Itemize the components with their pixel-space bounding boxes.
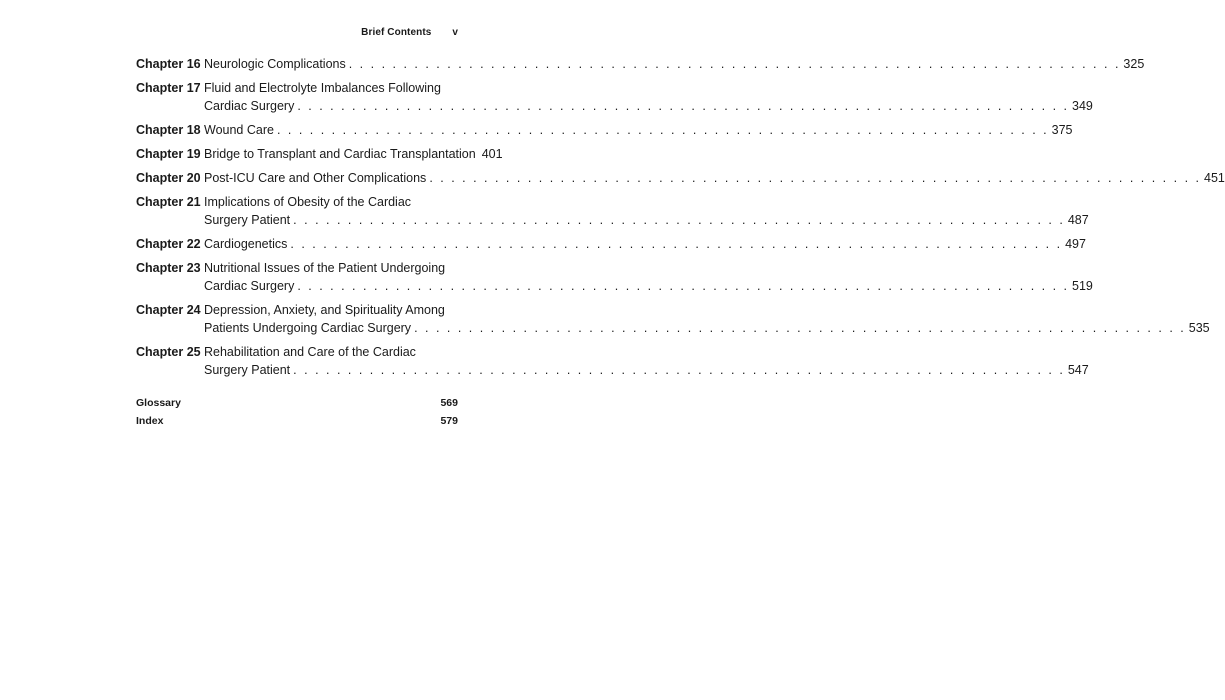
page-reference: 497 <box>1065 237 1086 251</box>
table-of-contents <box>136 55 1225 385</box>
dot-leader <box>277 121 1049 139</box>
chapter-label: Chapter 24 <box>136 303 201 317</box>
chapter-title-leader-line <box>204 55 1145 73</box>
chapter-title-block <box>204 169 1225 187</box>
dot-leader <box>297 97 1069 115</box>
dot-leader <box>293 361 1065 379</box>
chapter-label: Chapter 17 <box>136 81 201 95</box>
chapter-title-line: Implications of Obesity of the Cardiac <box>204 195 412 209</box>
running-head <box>361 27 458 38</box>
chapter-label: Chapter 19 <box>136 147 201 161</box>
chapter-title-leader-line <box>204 211 1089 229</box>
chapter-title-line: Surgery Patient <box>204 363 291 377</box>
back-matter-label: Glossary <box>136 397 181 409</box>
chapter-title-line: Neurologic Complications <box>204 57 346 71</box>
chapter-title-leader-line <box>204 277 1093 295</box>
chapter-title-line: Post-ICU Care and Other Complications <box>204 171 427 185</box>
chapter-title-line: Cardiac Surgery <box>204 279 295 293</box>
chapter-title-block <box>204 121 1073 139</box>
dot-leader <box>297 277 1069 295</box>
chapter-title-line: Depression, Anxiety, and Spirituality Among <box>204 303 445 317</box>
chapter-label: Chapter 22 <box>136 237 201 251</box>
dot-leader <box>293 211 1065 229</box>
dot-leader <box>414 319 1186 337</box>
chapter-title-leader-line <box>204 361 1089 379</box>
chapter-title-line: Cardiac Surgery <box>204 99 295 113</box>
chapter-title-block <box>204 145 503 163</box>
chapter-title-block <box>204 235 1086 253</box>
dot-leader <box>290 235 1062 253</box>
chapter-label: Chapter 20 <box>136 171 201 185</box>
chapter-title-block <box>204 259 1093 295</box>
running-head-title: Brief Contents <box>361 27 432 38</box>
chapter-label: Chapter 16 <box>136 57 201 71</box>
chapter-title-line: Nutritional Issues of the Patient Undergoing <box>204 261 446 275</box>
toc-entry[interactable] <box>136 145 503 163</box>
page-number: v <box>452 27 458 38</box>
page-reference: 579 <box>440 415 458 427</box>
page-reference: 325 <box>1123 57 1145 71</box>
toc-entry[interactable] <box>136 121 1073 139</box>
back-matter-entry[interactable] <box>136 412 458 430</box>
chapter-label: Chapter 21 <box>136 195 201 209</box>
page-reference: 569 <box>440 397 458 409</box>
toc-entry[interactable] <box>136 259 1093 295</box>
chapter-title-block <box>204 79 1093 115</box>
chapter-title-line: Cardiogenetics <box>204 237 288 251</box>
toc-entry[interactable] <box>136 55 1145 73</box>
chapter-title-line: Rehabilitation and Care of the Cardiac <box>204 345 416 359</box>
chapter-label: Chapter 25 <box>136 345 201 359</box>
page-reference: 349 <box>1072 99 1093 113</box>
chapter-title-line: Patients Undergoing Cardiac Surgery <box>204 321 412 335</box>
toc-entry[interactable] <box>136 193 1089 229</box>
page-reference: 451 <box>1204 171 1225 185</box>
page-reference: 519 <box>1072 279 1093 293</box>
chapter-title-leader-line <box>204 319 1210 337</box>
chapter-label: Chapter 23 <box>136 261 201 275</box>
dot-leader <box>349 55 1121 73</box>
chapter-title-block <box>204 301 1210 337</box>
page-reference: 535 <box>1188 321 1210 335</box>
chapter-title-leader-line <box>204 121 1073 139</box>
chapter-title-leader-line <box>204 235 1086 253</box>
chapter-title-leader-line <box>204 97 1093 115</box>
chapter-title-line: Wound Care <box>204 123 274 137</box>
chapter-title-block <box>204 55 1145 73</box>
back-matter-list <box>136 394 458 430</box>
chapter-title-line: Fluid and Electrolyte Imbalances Following <box>204 81 441 95</box>
back-matter-entry[interactable] <box>136 394 458 412</box>
chapter-title-line: Bridge to Transplant and Cardiac Transplantation <box>204 147 476 161</box>
chapter-title-leader-line <box>204 145 503 163</box>
page-reference: 401 <box>481 147 503 161</box>
toc-entry[interactable] <box>136 343 1089 379</box>
dot-leader <box>429 169 1201 187</box>
back-matter-label: Index <box>136 415 164 427</box>
chapter-title-line: Surgery Patient <box>204 213 291 227</box>
toc-entry[interactable] <box>136 235 1086 253</box>
chapter-label: Chapter 18 <box>136 123 201 137</box>
toc-entry[interactable] <box>136 79 1093 115</box>
page-reference: 487 <box>1067 213 1089 227</box>
chapter-title-block <box>204 193 1089 229</box>
toc-entry[interactable] <box>136 169 1225 187</box>
chapter-title-block <box>204 343 1089 379</box>
page-reference: 375 <box>1051 123 1073 137</box>
chapter-title-leader-line <box>204 169 1225 187</box>
toc-entry[interactable] <box>136 301 1210 337</box>
page-reference: 547 <box>1067 363 1089 377</box>
